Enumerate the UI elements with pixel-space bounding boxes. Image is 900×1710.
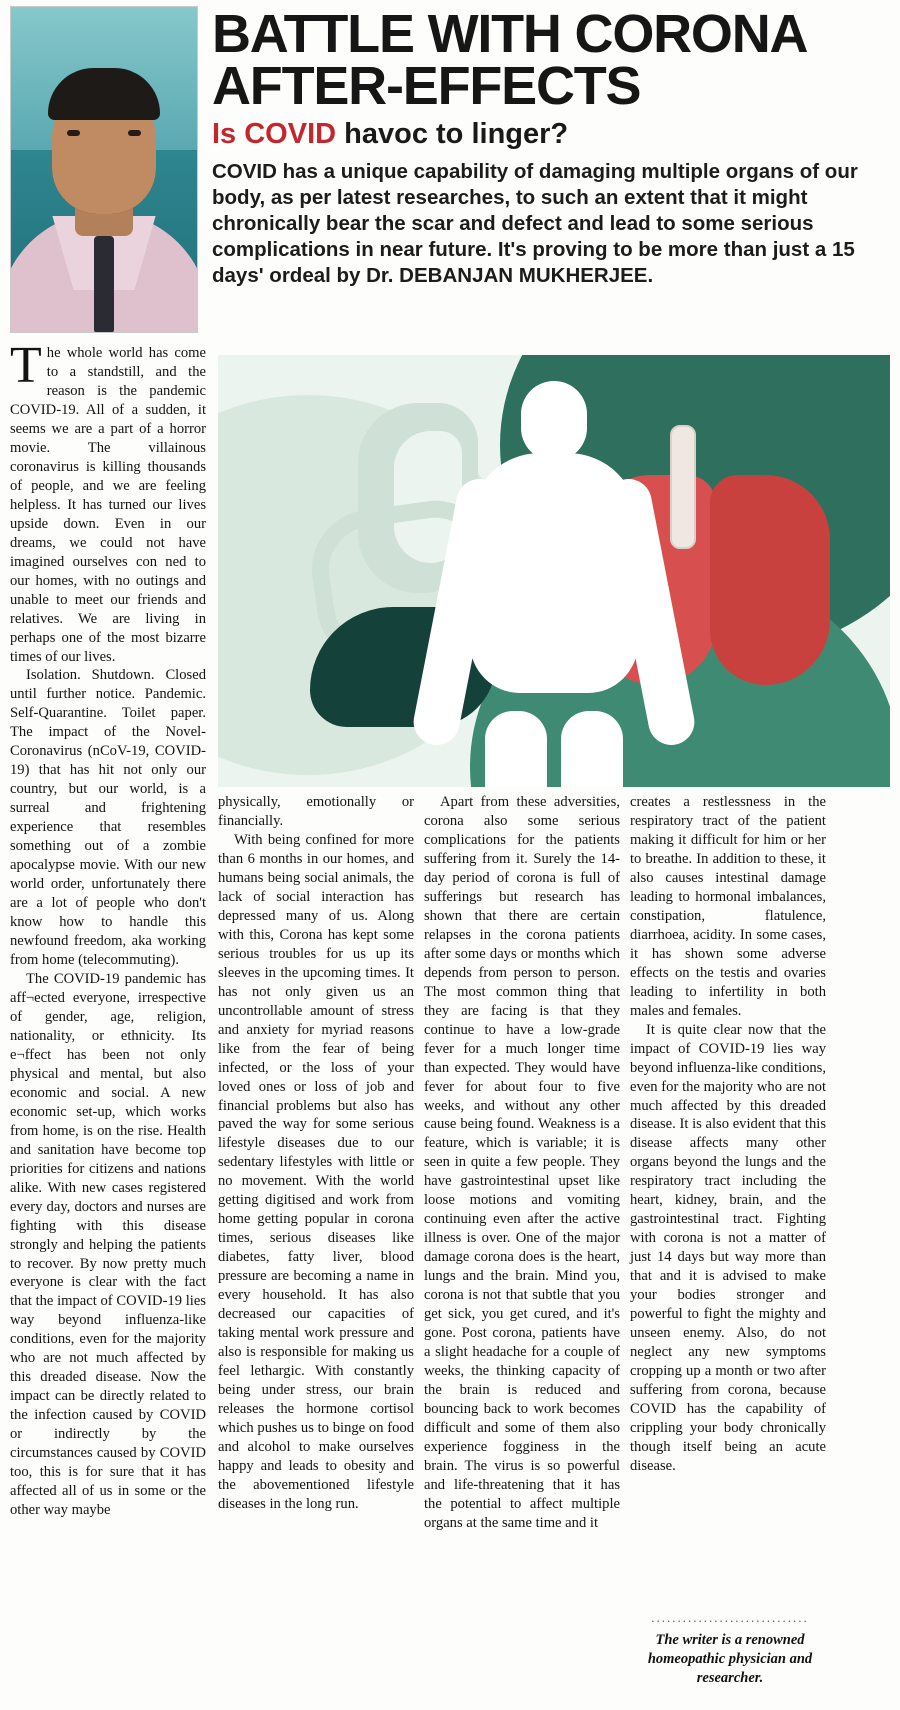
column2-paragraph-2: With being confined for more than 6 months in our homes, and humans being social animals, the lack of social interaction has depressed many of us. Along with this, Corona has kept some serious troubles for us up its sleeves in the upcoming times. It has not only given us an uncontrollable amount of stress and anxiety for myriad reasons like from the fear of being infected, or the loss of your loved ones or loss of job and financial problems but also has paved the way for some serious lifestyle diseases due to our sedentary lifestyles with little or no movement. With the world getting digitised and work from home getting popular in corona times, serious diseases like diabetes, fatty liver, blood pressure are becoming a name in every household. It has also decreased our capacities of taking mental work pressure and also is responsible for making us feel lethargic. With constantly being under stress, our brain releases the hormone cortisol which pushes us to binge on food and alcohol to make ourselves happy and leads to obesity and the abovementioned lifestyle diseases in the long run. bbox=[218, 831, 414, 1512]
body-head bbox=[521, 381, 587, 461]
human-body-silhouette bbox=[429, 381, 679, 781]
text-column-1 bbox=[10, 337, 206, 1520]
column1-paragraph-2: Isolation. Shutdown. Closed until further notice. Pandemic. Self-Quarantine. Toilet paper. The impact of the Novel-Coronavirus (nCoV-19, COVID-19) that has hit not only our country, but our world, is a surreal and frightening experience that resembles something out of a zombie apocalypse movie. With our new world order, unfortunately there are a lot of people who don't know how to handle this newfound freedom, aka working from home (telecommuting). bbox=[10, 667, 206, 968]
column1-paragraph-1 bbox=[10, 337, 206, 666]
subhead-highlight: Is COVID bbox=[212, 117, 337, 150]
text-column-4 bbox=[630, 793, 826, 1476]
column1-paragraph-1-text: he whole world has come to a standstill, and the reason is the pandemic COVID-19. All of a sudden, it seems we are a part of a horror movie. The villainous coronavirus is killing thousands of people, and we are feeling helpless. It has turned our lives upside down. Even in our dreams, we could not have imagined ourselves con ned to our homes, with no outings and unable to meet our friends and relatives. We are living in perhaps one of the most bizarre times of our lives. bbox=[10, 345, 206, 665]
article-header bbox=[10, 6, 890, 333]
text-column-2 bbox=[218, 793, 414, 1514]
body-leg-right bbox=[561, 711, 623, 787]
portrait-eye-right bbox=[128, 130, 141, 136]
article-illustration bbox=[218, 355, 890, 787]
column4-paragraph-2: It is quite clear now that the impact of COVID-19 lies way beyond influenza-like conditions, even for the majority who are not much affected by this dreaded disease. It is also evident that this disease affects many other organs beyond the lungs and the respiratory tract including the heart, kidney, brain, and the gastrointestinal tract. Fighting with corona is not a matter of just 14 days but way more than that and it is advised to make your bodies stronger and powerful to fight the mighty and unseen enemy. Also, do not neglect any new symptoms cropping up a month or two after suffering from corona, because COVID has the capability of crippling your body chronically though itself being an acute disease. bbox=[630, 1021, 826, 1474]
column3-paragraph-1: Apart from these adversities, corona also some serious complications for the patients suffering from it. Surely the 14-day period of corona is full of sufferings but research has shown that there are certain relapses in the corona patients after some days or months which depends from person to person. The most common thing that they are facing is that they continue to have a low-grade fever for a much longer time than expected. They would have fever for about four to five weeks, and without any other cause being found. Weakness is a feature, which is variable; it is seen in quite a few people. They have gastrointestinal upset like loose motions and vomiting continuing even after the active illness is over. One of the major damage corona does is the heart, lungs and the brain. Mind you, corona is not that subtle that you get sick, you get cured, and it's gone. Post corona, patients have a slight headache for a couple of weeks, the thinking capacity of the brain is reduced and bouncing back to work becomes difficult and some of them also experience fogginess in the brain. The virus is so powerful and life-threatening that it has the potential to affect multiple organs at the same time and it bbox=[424, 794, 620, 1531]
article-standfirst: COVID has a unique capability of damaging multiple organs of our body, as per latest researches, to such an extent that it might chronically bear the scar and defect and lead to some serious complications in near future. It's proving to be more than just a 15 days' ordeal by Dr. DEBANJAN MUKHERJEE. bbox=[212, 160, 858, 287]
article-headline: BATTLE WITH CORONA AFTER-EFFECTS bbox=[212, 4, 806, 117]
column2-paragraph-1: physically, emotionally or financially. bbox=[218, 794, 414, 829]
column1-paragraph-3: The COVID-19 pandemic has aff¬ected everyone, irrespective of gender, age, religion, nationality, or ethnicity. Its e¬ffect has been not only physical and mental, but also economic and social. A new economic set-up, which works from home, is on the rise. Health and sanitation have become top priorities for citizens and nations alike. With new cases registered every day, doctors and nurses are fighting with this disease strongly and helping the patients to recover. By now pretty much everyone is clear with the fact that the impact of COVID-19 lies way beyond influenza-like conditions, even for the majority who are not much affected by this dreaded disease. Now the impact can be directly related to the infection caused by COVID or indirectly by the circumstances caused by COVID too, this is for sure that it has affected all of us in some or the other way maybe bbox=[10, 970, 206, 1519]
author-byline bbox=[630, 1610, 830, 1687]
body-torso bbox=[470, 453, 638, 693]
text-column-3 bbox=[424, 793, 620, 1533]
portrait-eye-left bbox=[67, 130, 80, 136]
author-portrait-photo bbox=[10, 6, 198, 333]
column4-paragraph-1: creates a restlessness in the respiratory tract of the patient making it difficult for him or her to breathe. In addition to these, it also causes intestinal damage leading to hormonal imbalances, constipation, flatulence, diarrhoea, acidity. In some cases, it has shown some adverse effects on the testis and ovaries leading to infertility in both males and females. bbox=[630, 794, 826, 1019]
lung-right-illustration bbox=[710, 475, 830, 685]
body-leg-left bbox=[485, 711, 547, 787]
byline-divider: .............................. bbox=[651, 1610, 809, 1625]
byline-text: The writer is a renowned homeopathic physician and researcher. bbox=[647, 1631, 813, 1686]
subhead-rest: havoc to linger? bbox=[336, 117, 569, 150]
drop-cap: T bbox=[10, 337, 42, 394]
headline-block bbox=[212, 6, 890, 288]
portrait-necktie bbox=[94, 236, 114, 332]
article-subhead bbox=[212, 119, 890, 149]
